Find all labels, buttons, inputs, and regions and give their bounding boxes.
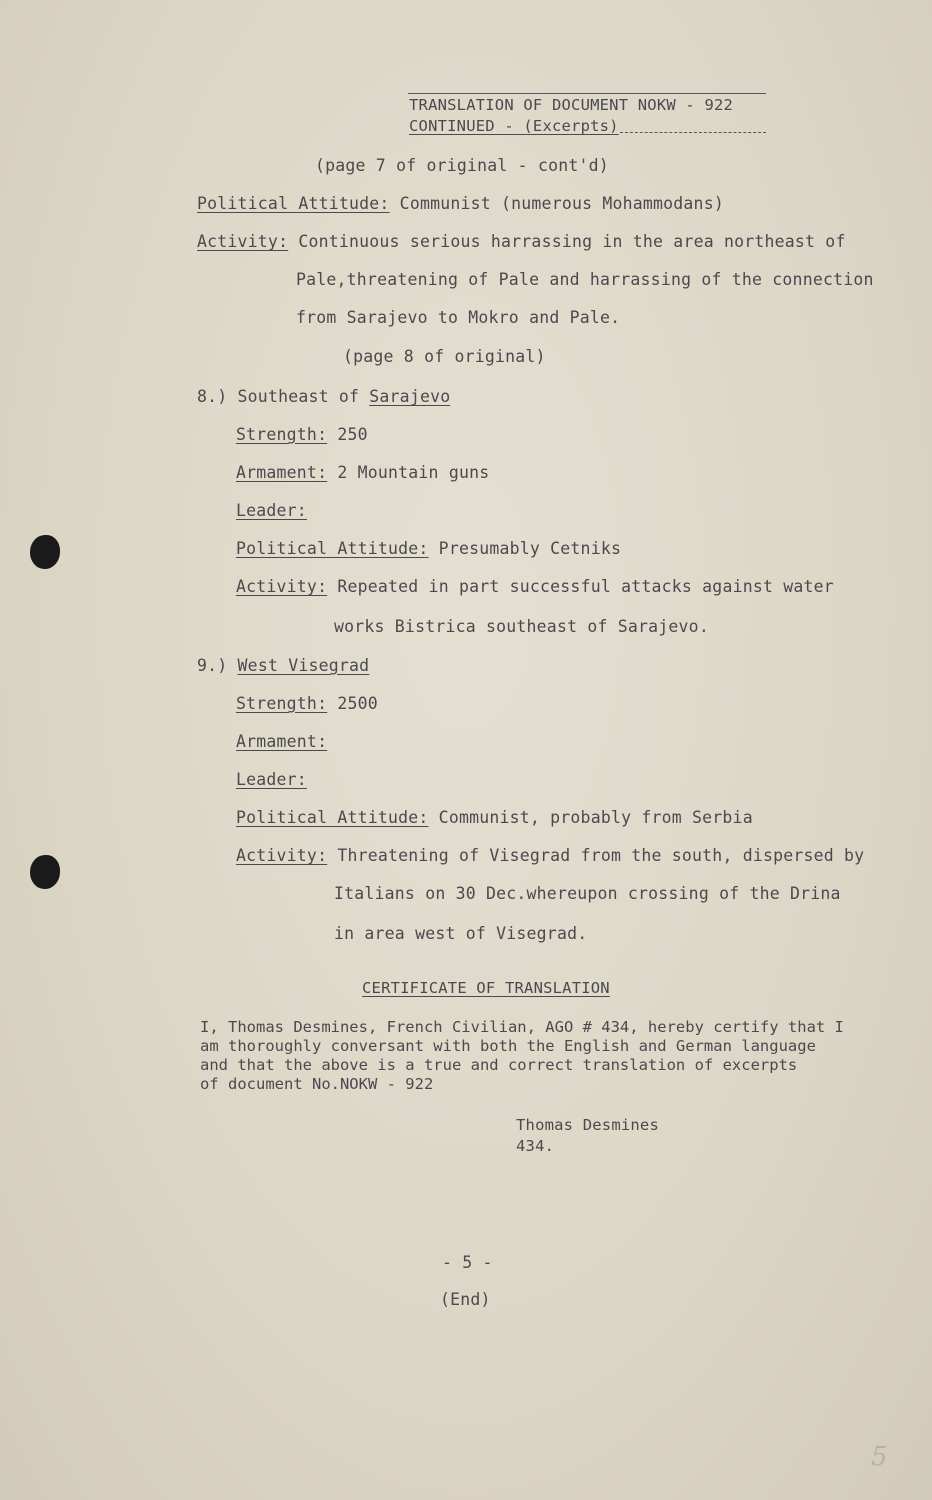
header-rule-tail xyxy=(620,132,766,134)
punch-hole-bottom xyxy=(30,855,60,889)
section9-number: 9.) xyxy=(197,656,228,675)
section9-activity-line2: Italians on 30 Dec.whereupon crossing of the Drina xyxy=(334,884,841,903)
section8-activity-line1: Repeated in part successful attacks against water xyxy=(327,577,834,596)
section9-heading xyxy=(197,656,369,675)
section9-activity-label: Activity: xyxy=(236,846,328,865)
section8-number: 8.) xyxy=(197,387,228,406)
section8-activity-line2: works Bistrica southeast of Sarajevo. xyxy=(334,617,709,636)
punch-hole-top xyxy=(30,535,60,569)
header-line1: TRANSLATION OF DOCUMENT NOKW - 922 xyxy=(409,96,734,114)
intro-activity-label: Activity: xyxy=(197,232,289,251)
section8-activity-label: Activity: xyxy=(236,577,328,596)
intro-activity-line2: Pale,threatening of Pale and harrassing of the connection xyxy=(296,270,874,289)
section8-armament-label: Armament: xyxy=(236,463,328,482)
section9-activity-line1: Threatening of Visegrad from the south, dispersed by xyxy=(327,846,865,865)
section9-political-value: Communist, probably from Serbia xyxy=(428,808,753,827)
section8-place: Sarajevo xyxy=(369,387,451,406)
intro-political-label: Political Attitude: xyxy=(197,194,390,213)
section9-strength-value: 2500 xyxy=(327,694,378,713)
section9-strength xyxy=(236,694,378,713)
intro-political-value: Communist (numerous Mohammodans) xyxy=(389,194,724,213)
section8-strength-label: Strength: xyxy=(236,425,328,444)
section8-activity xyxy=(236,577,834,596)
header-rule-top xyxy=(408,93,766,94)
section9-leader-label: Leader: xyxy=(236,770,307,789)
signature-name: Thomas Desmines xyxy=(516,1116,659,1134)
section8-armament-value: 2 Mountain guns xyxy=(327,463,490,482)
section9-political xyxy=(236,808,753,827)
section8-political xyxy=(236,539,621,558)
page7-note: (page 7 of original - cont'd) xyxy=(315,156,609,175)
intro-activity-line3: from Sarajevo to Mokro and Pale. xyxy=(296,308,621,327)
end-mark: (End) xyxy=(440,1290,491,1309)
section9-political-label: Political Attitude: xyxy=(236,808,429,827)
certificate-title: CERTIFICATE OF TRANSLATION xyxy=(362,979,610,997)
certificate-body: I, Thomas Desmines, French Civilian, AGO # 434, hereby certify that I am thoroughly conversant with both the English and German language and that the above is a true and correct translation of excerpts of document No.NOKW - 922 xyxy=(200,1018,844,1093)
section8-heading xyxy=(197,387,450,406)
section9-strength-label: Strength: xyxy=(236,694,328,713)
page8-note: (page 8 of original) xyxy=(343,347,546,366)
section9-place: West Visegrad xyxy=(237,656,370,675)
section8-political-value: Presumably Cetniks xyxy=(428,539,622,558)
section9-activity xyxy=(236,846,864,865)
intro-political xyxy=(197,194,724,213)
signature-number: 434. xyxy=(516,1137,555,1155)
section8-heading-text: Southeast of xyxy=(227,387,370,406)
page-number: - 5 - xyxy=(442,1253,493,1272)
section8-strength xyxy=(236,425,368,444)
section9-activity-line3: in area west of Visegrad. xyxy=(334,924,588,943)
header-line2: CONTINUED - (Excerpts) xyxy=(409,117,619,135)
section9-armament-label: Armament: xyxy=(236,732,328,751)
intro-activity-line1: Continuous serious harrassing in the area northeast of xyxy=(288,232,846,251)
corner-page-mark: 5 xyxy=(871,1442,888,1472)
section8-strength-value: 250 xyxy=(327,425,368,444)
section8-armament xyxy=(236,463,489,482)
section8-leader-label: Leader: xyxy=(236,501,307,520)
section8-political-label: Political Attitude: xyxy=(236,539,429,558)
intro-activity xyxy=(197,232,846,251)
